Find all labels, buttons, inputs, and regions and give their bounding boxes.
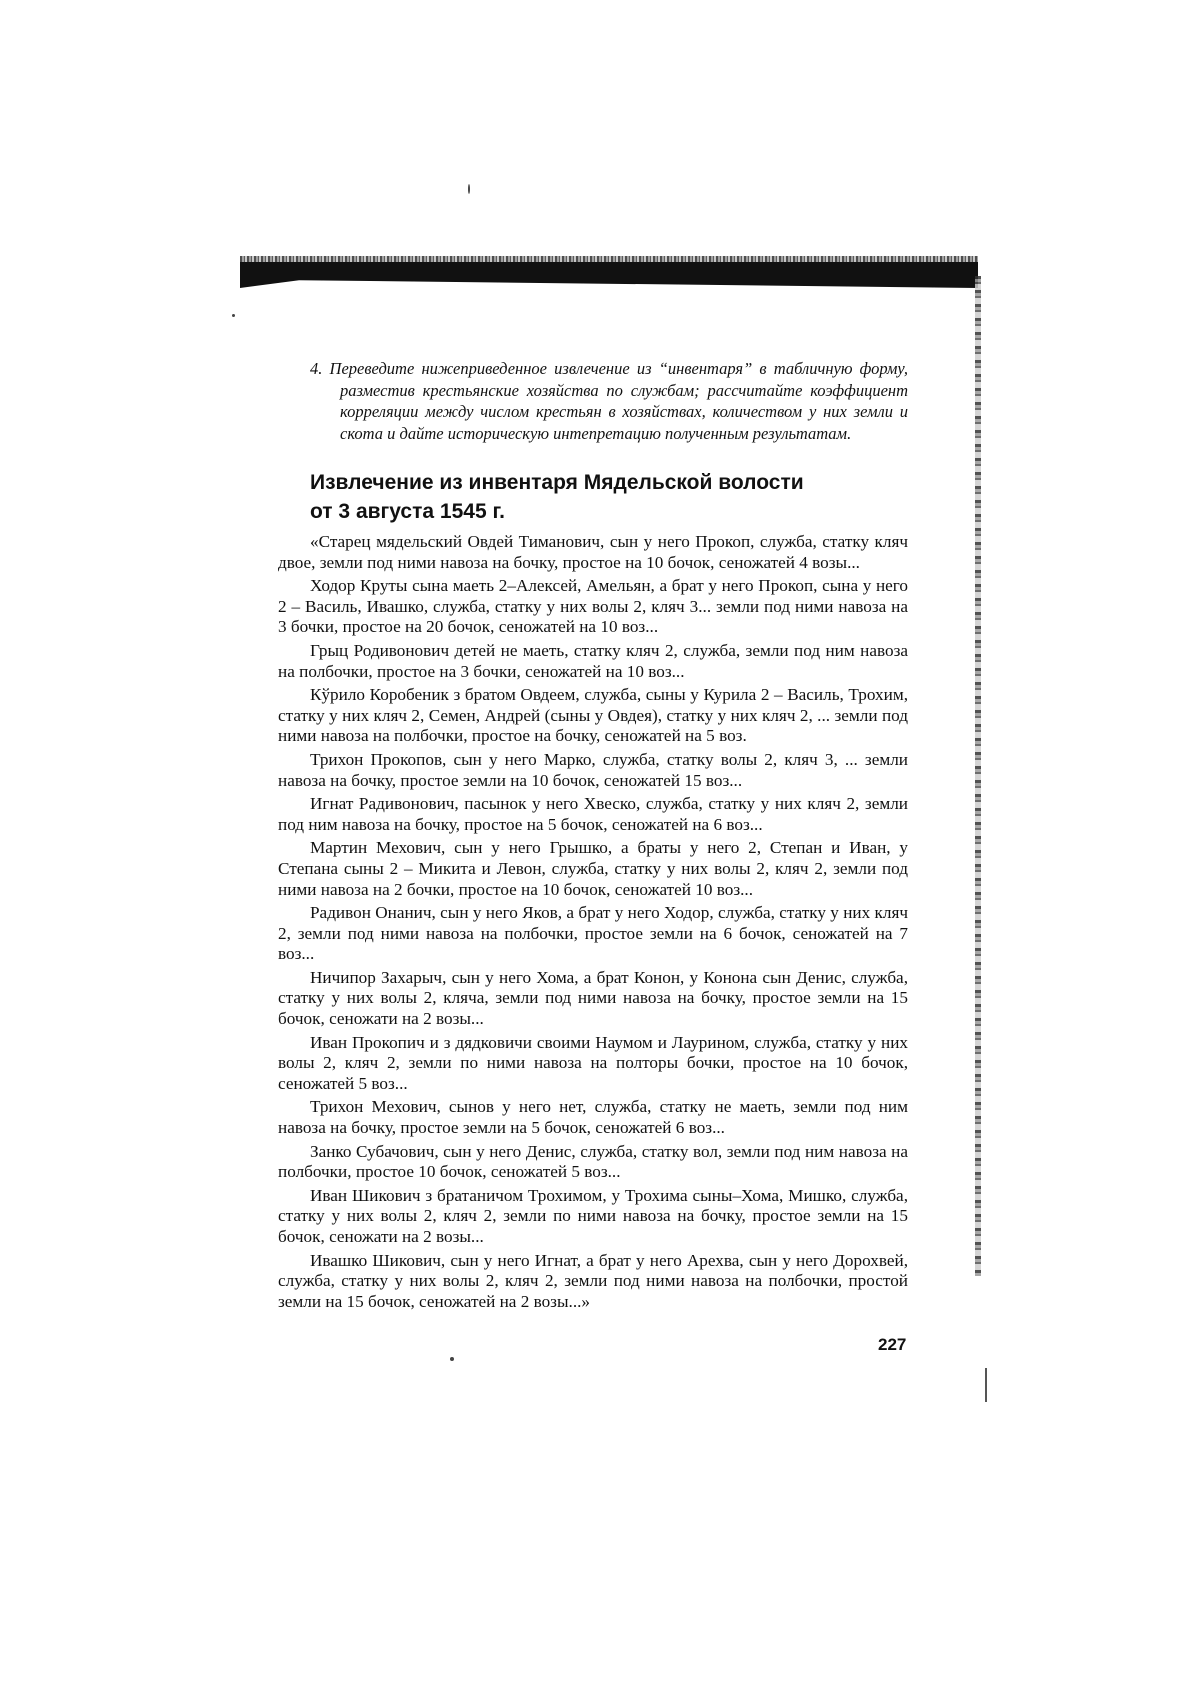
paragraph: Ходор Круты сына маеть 2–Алексей, Амельян, а брат у него Прокоп, сына у него 2 – Василь, Ивашко, служба, статку у них волы 2, кляч 3... земли под ними навоза на 3 бочки, простое на 20 бочок, сеножатей на 10 воз... (278, 576, 908, 637)
paragraph: Игнат Радивонович, пасынок у него Хвеско, служба, статку у них кляч 2, земли под ним навоза на бочку, простое на 5 бочок, сеножатей на 6 воз... (278, 794, 908, 834)
paragraph: Кўрило Коробеник з братом Овдеем, служба, сыны у Курила 2 – Василь, Трохим, статку у них кляч 2, Семен, Андрей (сыны у Овдея), статку у них кляч 2, ... земли под ними навоза на полбочки, простое на бочку, сеножатей на 5 воз. (278, 685, 908, 746)
page-top-bar (240, 262, 978, 288)
paragraph: Занко Субачович, сын у него Денис, служба, статку вол, земли под ним навоза на полбочки, простое 10 бочок, сеножатей 5 воз... (278, 1141, 908, 1182)
paragraph: Иван Прокопич и з дядковичи своими Наумом и Лаурином, служба, статку у них волы 2, кляч 2, земли по ними навоза на полторы бочки, простое на 10 бочок, сеножатей 5 воз... (278, 1032, 908, 1093)
scan-speck (450, 1357, 454, 1361)
page-right-edge (975, 276, 981, 1276)
task-text: 4. Переведите нижеприведенное извлечение из “инвентаря” в табличную форму, разместив крестьянские хозяйства по службам; рассчитайте коэффициент корреляции между числом крестьян в хозяйствах, количеством у них земли и скота и дайте историческую интепретацию полученным результатам. (310, 359, 908, 443)
paragraph: Грыц Родивонович детей не маеть, статку кляч 2, служба, земли под ним навоза на полбочки, простое на 3 бочки, сеножатей на 10 воз... (278, 640, 908, 681)
paragraph: Ивашко Шикович, сын у него Игнат, а брат у него Арехва, сын у него Дорохвей, служба, статку у них волы 2, кляч 2, земли под ними навоза на полбочки, простой земли на 15 бочок, сеножатей на 2 возы...» (278, 1250, 908, 1311)
page-content (278, 358, 908, 1315)
document-heading (310, 468, 908, 526)
page-edge-mark (985, 1368, 987, 1402)
paragraph: Трихон Прокопов, сын у него Марко, служба, статку волы 2, кляч 3, ... земли навоза на бочку, простое земли на 10 бочок, сеножатей 15 воз... (278, 749, 908, 790)
heading-line-1: Извлечение из инвентаря Мядельской волости (310, 471, 804, 494)
page-number: 227 (878, 1335, 907, 1354)
paragraph: Иван Шикович з братаничом Трохимом, у Трохима сыны–Хома, Мишко, служба, статку у них волы 2, кляч 2, земли по ними навоза на бочку, простое земли на 15 бочок, сеножати на 2 возы... (278, 1185, 908, 1246)
paragraph: «Старец мядельский Овдей Тиманович, сын у него Прокоп, служба, статку кляч двое, земли под ними навоза на бочку, простое на 10 бочок, сеножатей 4 возы... (278, 532, 908, 572)
inventory-text (278, 532, 908, 1312)
scan-speck (232, 314, 235, 317)
heading-line-2: от 3 августа 1545 г. (310, 500, 505, 523)
paragraph: Трихон Мехович, сынов у него нет, служба, статку не маеть, земли под ним навоза на бочку, простое земли на 5 бочок, сеножатей 6 воз... (278, 1097, 908, 1138)
paragraph: Мартин Мехович, сын у него Грышко, а браты у него 2, Степан и Иван, у Степана сыны 2 – Микита и Левон, служба, статку у них волы 2, кляч 2, земли под ними навоза на 2 бочки, простое на 10 бочок, сеножатей 10 воз... (278, 838, 908, 899)
paragraph: Радивон Онанич, сын у него Яков, а брат у него Ходор, служба, статку у них кляч 2, земли под ними навоза на полбочки, простое земли на 6 бочок, сеножатей на 7 воз... (278, 903, 908, 964)
scan-speck (468, 184, 470, 194)
paragraph: Ничипор Захарыч, сын у него Хома, а брат Конон, у Конона сын Денис, служба, статку у них волы 2, кляча, земли под ними навоза на бочку, простое земли на 15 бочок, сеножати на 2 возы... (278, 967, 908, 1029)
